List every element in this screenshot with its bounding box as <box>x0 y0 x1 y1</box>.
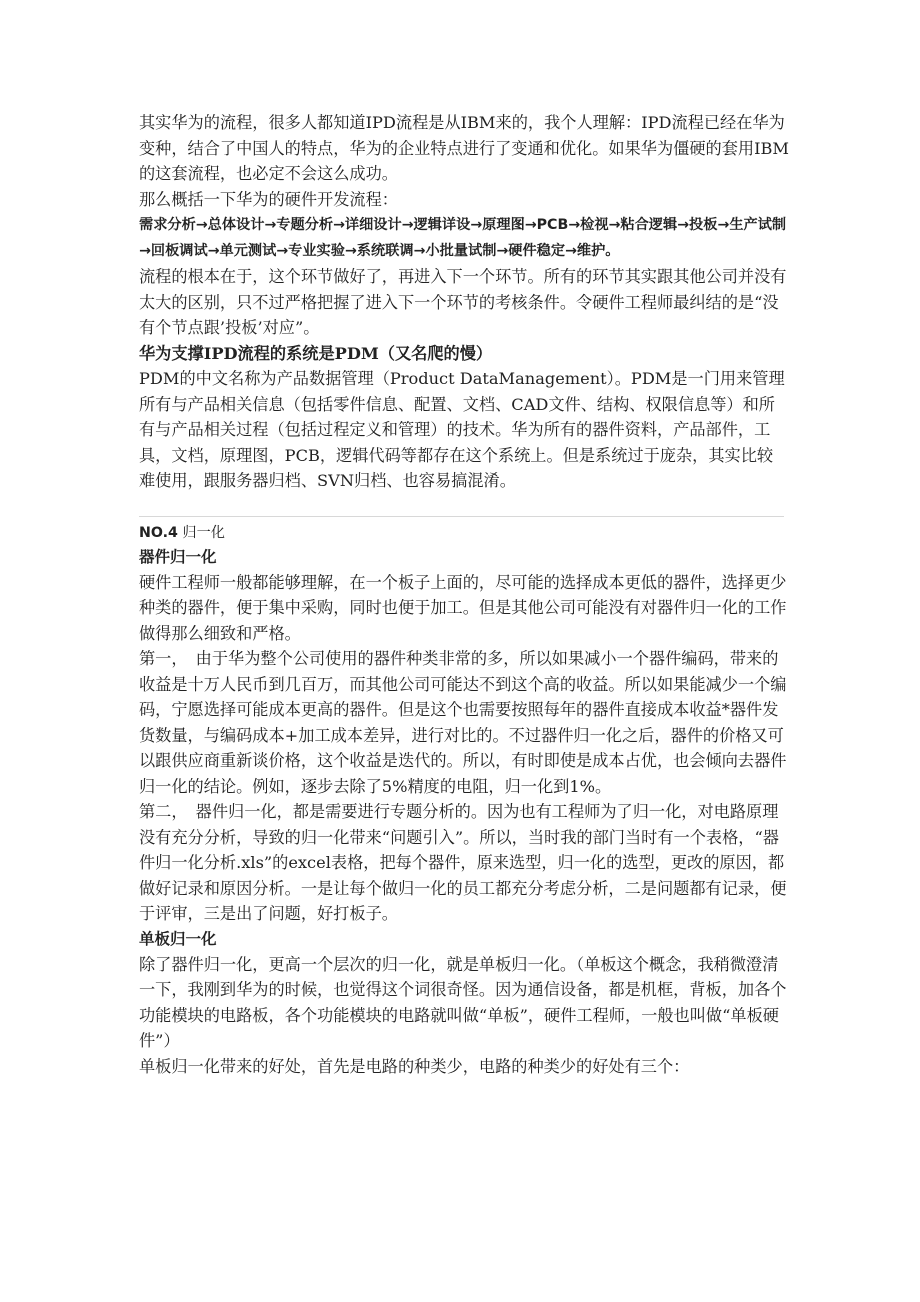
board-normalization-heading: 单板归一化 <box>139 929 217 948</box>
process-summary-lead: 那么概括一下华为的硬件开发流程： <box>139 189 398 209</box>
ipd-intro-paragraph: 其实华为的流程，很多人都知道IPD流程是从IBM来的，我个人理解：IPD流程已经在华为变种，结合了中国人的特点，华为的企业特点进行了变通和优化。如果华为僵硬的套用IBM的这套流程，也必定不会这么成功。 <box>139 113 789 183</box>
section-number: NO.4 <box>139 524 178 541</box>
section-divider <box>139 516 784 517</box>
process-note-paragraph: 流程的根本在于，这个环节做好了，再进入下一个环节。所有的环节其实跟其他公司并没有太大的区别，只不过严格把握了进入下一个环节的考核条件。令硬件工程师最纠结的是“没有个节点跟’投板’对应”。 <box>139 267 787 337</box>
pdm-paragraph: PDM的中文名称为产品数据管理（Product DataManagement）。PDM是一门用来管理所有与产品相关信息（包括零件信息、配置、文档、CAD文件、结构、权限信息等）和所有与产品相关过程（包括过程定义和管理）的技术。华为所有的器件资料，产品部件，工具，文档，原理图，PCB，逻辑代码等都存在这个系统上。但是系统过于庞杂，其实比较难使用，跟服务器归档、SVN归档、也容易搞混淆。 <box>139 369 785 490</box>
pdm-heading: 华为支撑IPD流程的系统是PDM（又名爬的慢） <box>139 343 493 363</box>
board-normalization-benefit: 单板归一化带来的好处，首先是电路的种类少，电路的种类少的好处有三个： <box>139 1056 690 1076</box>
hardware-process-flow: 需求分析→总体设计→专题分析→详细设计→逻辑详设→原理图→PCB→检视→粘合逻辑→投板→生产试制→回板调试→单元测试→专业实验→系统联调→小批量试制→硬件稳定→维护。 <box>139 217 787 259</box>
point-one-paragraph: 第一， 由于华为整个公司使用的器件种类非常的多，所以如果减小一个器件编码，带来的收益是十万人民币到几百万，而其他公司可能达不到这个高的收益。所以如果能减少一个编码，宁愿选择可能成本更高的器件。但是这个也需要按照每年的器件直接成本收益*器件发货数量，与编码成本+加工成本差异，进行对比的。不过器件归一化之后，器件的价格又可以跟供应商重新谈价格，这个收益是迭代的。所以，有时即使是成本占优，也会倾向去器件归一化的结论。例如，逐步去除了5%精度的电阻，归一化到1%。 <box>139 649 787 796</box>
component-normalization-heading: 器件归一化 <box>139 547 217 566</box>
document-page <box>139 110 789 1079</box>
point-two-paragraph: 第二， 器件归一化，都是需要进行专题分析的。因为也有工程师为了归一化，对电路原理没有充分分析，导致的归一化带来“问题引入”。所以，当时我的部门当时有一个表格，“器件归一化分析.xls”的excel表格，把每个器件，原来选型，归一化的选型，更改的原因，都做好记录和原因分析。一是让每个做归一化的员工都充分考虑分析，二是问题都有记录，便于评审，三是出了问题，好打板子。 <box>139 802 787 923</box>
section-number-heading <box>139 521 789 545</box>
section-title: 归一化 <box>177 524 225 541</box>
component-normalization-intro: 硬件工程师一般都能够理解，在一个板子上面的，尽可能的选择成本更低的器件，选择更少种类的器件，便于集中采购，同时也便于加工。但是其他公司可能没有对器件归一化的工作做得那么细致和严格。 <box>139 572 787 643</box>
board-normalization-intro: 除了器件归一化，更高一个层次的归一化，就是单板归一化。（单板这个概念，我稍微澄清一下，我刚到华为的时候，也觉得这个词很奇怪。因为通信设备，都是机框，背板，加各个功能模块的电路板，各个功能模块的电路就叫做“单板”，硬件工程师，一般也叫做“单板硬件”） <box>139 954 787 1050</box>
